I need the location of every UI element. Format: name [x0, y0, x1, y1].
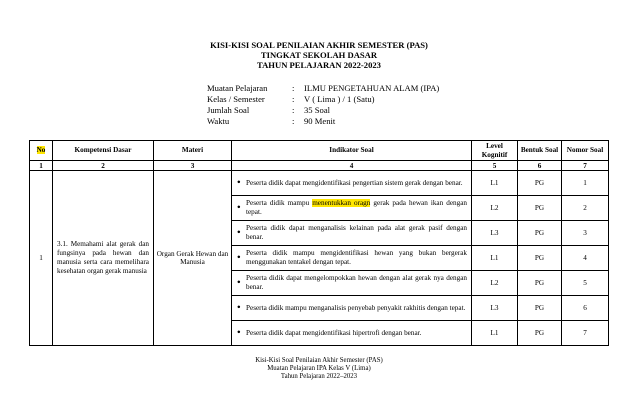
- nomor-cell: 1: [562, 171, 609, 196]
- highlighted-word: menentukkan: [312, 199, 351, 208]
- indikator-cell: [232, 321, 472, 346]
- header-nomor-soal: Nomor Soal: [562, 141, 609, 161]
- bentuk-cell: PG: [518, 246, 562, 271]
- bullet-icon: ●: [237, 179, 241, 186]
- meta-label: Jumlah Soal: [207, 105, 250, 115]
- bentuk-cell: PG: [518, 221, 562, 246]
- highlighted-word: oragn: [354, 199, 371, 208]
- footer-line-1: Kisi-Kisi Soal Penilaian Akhir Semester (PAS): [255, 357, 383, 364]
- column-number: 4: [232, 161, 472, 171]
- bullet-icon: ●: [237, 254, 241, 261]
- indikator-text: Peserta didik dapat mengidentifikasi hipertrofi dengan benar.: [246, 328, 422, 337]
- indikator-text: Peserta didik dapat mengelompokkan hewan dengan alat gerak nya dengan benar.: [246, 274, 467, 291]
- bentuk-cell: PG: [518, 321, 562, 346]
- document-meta: [207, 83, 439, 127]
- kisi-table: [29, 140, 609, 346]
- bullet-icon: ●: [237, 304, 241, 311]
- level-cell: L3: [472, 221, 518, 246]
- meta-label: Waktu: [207, 116, 230, 126]
- level-cell: L2: [472, 271, 518, 296]
- header-level-kognitif: Level Kognitif: [472, 141, 518, 161]
- bullet-icon: ●: [237, 329, 241, 336]
- bullet-icon: ●: [237, 204, 241, 211]
- indikator-cell: [232, 196, 472, 221]
- column-number: 6: [518, 161, 562, 171]
- indikator-cell: [232, 271, 472, 296]
- nomor-cell: 5: [562, 271, 609, 296]
- indikator-cell: [232, 246, 472, 271]
- header-kompetensi-dasar: Kompetensi Dasar: [53, 141, 154, 161]
- bullet-icon: ●: [237, 229, 241, 236]
- indikator-cell: [232, 221, 472, 246]
- kompetensi-dasar-cell: 3.1. Memahami alat gerak dan fungsinya pada hewan dan manusia serta cara memelihara kesehatan organ gerak manusia: [53, 171, 154, 346]
- meta-value: ILMU PENGETAHUAN ALAM (IPA): [304, 83, 440, 93]
- level-cell: L1: [472, 321, 518, 346]
- column-number: 1: [30, 161, 53, 171]
- title-line-2: TINGKAT SEKOLAH DASAR: [260, 50, 378, 60]
- meta-colon: :: [292, 94, 295, 104]
- indikator-cell: [232, 171, 472, 196]
- meta-label: Muatan Pelajaran: [207, 83, 268, 93]
- meta-value: V ( Lima ) / 1 (Satu): [304, 94, 375, 104]
- meta-value: 90 Menit: [304, 116, 336, 126]
- header-bentuk-soal: Bentuk Soal: [518, 141, 562, 161]
- column-number: 7: [562, 161, 609, 171]
- meta-colon: :: [292, 105, 295, 115]
- meta-row-subject: [207, 83, 439, 94]
- indikator-text: Peserta didik dapat mengidentifikasi pengertian sistem gerak dengan benar.: [246, 178, 463, 187]
- header-indikator-soal: Indikator Soal: [232, 141, 472, 161]
- level-cell: L3: [472, 296, 518, 321]
- indikator-cell: [232, 296, 472, 321]
- column-number-row: [30, 161, 609, 171]
- footer-line-2: Muatan Pelajaran IPA Kelas V (Lima): [267, 365, 371, 373]
- header-materi: Materi: [154, 141, 232, 161]
- bullet-icon: ●: [237, 279, 241, 286]
- level-cell: L1: [472, 246, 518, 271]
- meta-colon: :: [292, 83, 295, 93]
- indikator-text: Peserta didik mampu mengidentifikasi hewan yang bukan bergerak menggunakan tentakel dengan tepat.: [246, 249, 467, 266]
- bentuk-cell: PG: [518, 271, 562, 296]
- table-header-row: [30, 141, 609, 161]
- level-cell: L2: [472, 196, 518, 221]
- page-footer: [0, 357, 638, 382]
- column-number: 3: [154, 161, 232, 171]
- meta-colon: :: [292, 116, 295, 126]
- footer-line-3: Tahun Pelajaran 2022–2023: [280, 373, 358, 381]
- meta-row-class: [207, 94, 439, 105]
- indikator-text-post: gerak pada hewan ikan dengan tepat.: [246, 199, 468, 216]
- nomor-cell: 2: [562, 196, 609, 221]
- column-number: 2: [53, 161, 154, 171]
- indikator-text: Peserta didik mampu menganalisis penyebab penyakit rakhitis dengan tepat.: [246, 303, 466, 312]
- indikator-text-pre: Peserta didik mampu: [246, 199, 313, 208]
- materi-cell: Organ Gerak Hewan dan Manusia: [154, 171, 232, 346]
- title-line-1: KISI-KISI SOAL PENILAIAN AKHIR SEMESTER (PAS): [210, 40, 428, 50]
- meta-row-count: [207, 105, 439, 116]
- title-line-3: TAHUN PELAJARAN 2022-2023: [257, 60, 381, 70]
- nomor-cell: 6: [562, 296, 609, 321]
- nomor-cell: 4: [562, 246, 609, 271]
- group-no: 1: [30, 171, 53, 346]
- table-row: [30, 171, 609, 196]
- bentuk-cell: PG: [518, 296, 562, 321]
- indikator-text: Peserta didik dapat menganalisis kelainan pada alat gerak pasif dengan benar.: [246, 224, 467, 241]
- nomor-cell: 7: [562, 321, 609, 346]
- header-no: No: [30, 141, 53, 161]
- meta-value: 35 Soal: [304, 105, 331, 115]
- nomor-cell: 3: [562, 221, 609, 246]
- meta-row-time: [207, 116, 439, 127]
- level-cell: L1: [472, 171, 518, 196]
- meta-label: Kelas / Semester: [207, 94, 265, 104]
- bentuk-cell: PG: [518, 171, 562, 196]
- document-title: [0, 40, 638, 70]
- column-number: 5: [472, 161, 518, 171]
- bentuk-cell: PG: [518, 196, 562, 221]
